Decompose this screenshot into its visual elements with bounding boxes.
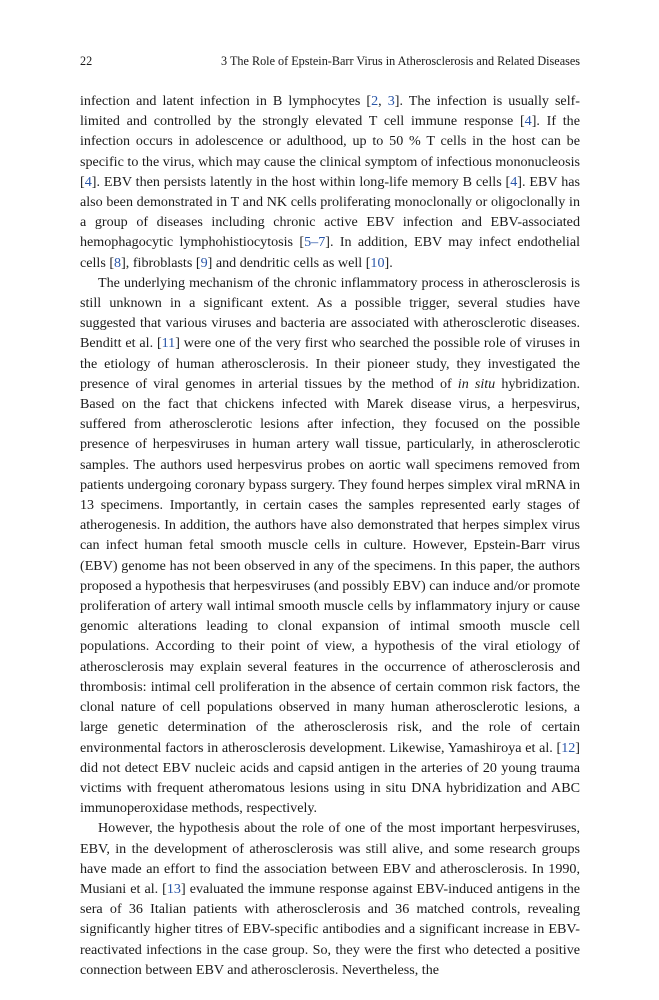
paragraph-text: , bbox=[378, 93, 388, 109]
citation-link[interactable]: 12 bbox=[561, 739, 576, 756]
paragraph-text: ] evaluated the immune response against EBV-induced antigens in the sera of 36 Italian patients with atherosclerosis and 36 matched controls, revealing significantly higher titres of EBV-specific antibodies and a significant increase in EBV-reactivated infections in the case group. So, they were the first who detected a positive connection between EBV and atherosclerosis. Nevertheless, the bbox=[80, 880, 580, 978]
citation-link[interactable]: 5–7 bbox=[304, 234, 326, 251]
citation-link[interactable]: 10 bbox=[370, 254, 385, 271]
citation-link[interactable]: 2 bbox=[371, 93, 379, 109]
paragraph bbox=[80, 818, 580, 980]
citation-link[interactable]: 4 bbox=[510, 173, 518, 190]
paragraph-text: ]. The infection is usually self-limited and controlled by the strongly elevated T cell immune response [ bbox=[80, 93, 580, 130]
citation-link[interactable]: 11 bbox=[161, 335, 176, 352]
paragraph-text: However, the hypothesis about the role of one of the most important herpesviruses, EBV, in the development of atherosclerosis was still alive, and some research groups have made an effort to find the association between EBV and atherosclerosis. In 1990, Musiani et al. [ bbox=[80, 820, 580, 897]
citation-link[interactable]: 3 bbox=[387, 93, 395, 109]
paragraph-text: ]. In addition, EBV may infect endothelial cells [ bbox=[80, 234, 580, 271]
citation-link[interactable]: 13 bbox=[166, 880, 181, 897]
paragraph-text: ] did not detect EBV nucleic acids and capsid antigen in the arteries of 20 young trauma victims with frequent atheromatous lesions using in situ DNA hybridization and ABC immunoperoxidase methods, respectively. bbox=[80, 739, 580, 817]
citation-link[interactable]: 9 bbox=[200, 254, 208, 271]
paragraph bbox=[80, 273, 580, 818]
citation-link[interactable]: 8 bbox=[114, 254, 122, 271]
page-header bbox=[80, 53, 580, 69]
paragraph-text: ], fibroblasts [ bbox=[121, 254, 201, 271]
citation-link[interactable]: 4 bbox=[84, 173, 92, 190]
paragraph-text: The underlying mechanism of the chronic inflammatory process in atherosclerosis is still unknown in a significant extent. As a possible trigger, several studies have suggested that various viruses and bacteria are associated with atherosclerotic diseases. Benditt et al. [ bbox=[80, 274, 580, 352]
italic-text: in situ bbox=[457, 375, 496, 392]
paragraph-text: ]. If the infection occurs in adolescence or adulthood, up to 50 % T cells in the host can be specific to the virus, which may cause the clinical symptom of infectious mononucleosis [ bbox=[80, 113, 580, 190]
paragraph-text: ]. bbox=[384, 254, 393, 271]
paragraph-text: ] were one of the very first who searched the possible role of viruses in the etiology of human atherosclerosis. In their pioneer study, they investigated the presence of viral genomes in arterial tissues by the method of bbox=[80, 335, 580, 392]
paragraph-text: ] and dendritic cells as well [ bbox=[207, 254, 371, 271]
paragraph-text: infection and latent infection in B lymphocytes [ bbox=[80, 93, 372, 109]
page-number: 22 bbox=[80, 54, 93, 68]
paragraph-text: ]. EBV then persists latently in the host within long-life memory B cells [ bbox=[91, 173, 511, 190]
paragraph-text: ]. EBV has also been demonstrated in T and NK cells proliferating monoclonally or oligoclonally in a group of diseases including chronic active EBV infection and EBV-associated hemophagocytic lymphohistiocytosis [ bbox=[80, 173, 580, 251]
citation-link[interactable]: 4 bbox=[524, 113, 532, 130]
paragraph-text: hybridization. Based on the fact that chickens infected with Marek disease virus, a herpesvirus, suffered from atherosclerotic lesions after infection, they focused on the possible presence of herpesviruses in human artery wall tissue, particularly, in atherosclerotic samples. The authors used herpesvirus probes on aortic wall specimens removed from patients undergoing coronary bypass surgery. They found herpes simplex viral mRNA in 13 specimens. Importantly, in certain cases the samples represented early stages of atherogenesis. In addition, the authors have also demonstrated that herpes simplex virus can infect human fetal smooth muscle cells in culture. However, Epstein-Barr virus (EBV) genome has not been observed in any of the specimens. In this paper, the authors proposed a hypothesis that herpesviruses (and possibly EBV) can induce and/or promote proliferation of artery wall intimal smooth muscle cells by inflammatory injury or cause genomic alterations leading to clonal expansion of intimal smooth muscle cell populations. According to their point of view, a hypothesis of the viral etiology of atherosclerosis may explain several features in the occurrence of atherosclerosis and thrombosis: intimal cell proliferation in the absence of certain common risk factors, the clonal nature of cell populations observed in many human atherosclerotic lesions, a large genetic determination of the atherosclerosis risk, and the role of certain environmental factors in atherosclerosis development. Likewise, Yamashiroya et al. [ bbox=[80, 375, 580, 756]
paragraph bbox=[80, 91, 580, 273]
body-text bbox=[80, 91, 580, 980]
running-head: 3 The Role of Epstein-Barr Virus in Atherosclerosis and Related Diseases bbox=[221, 54, 580, 68]
